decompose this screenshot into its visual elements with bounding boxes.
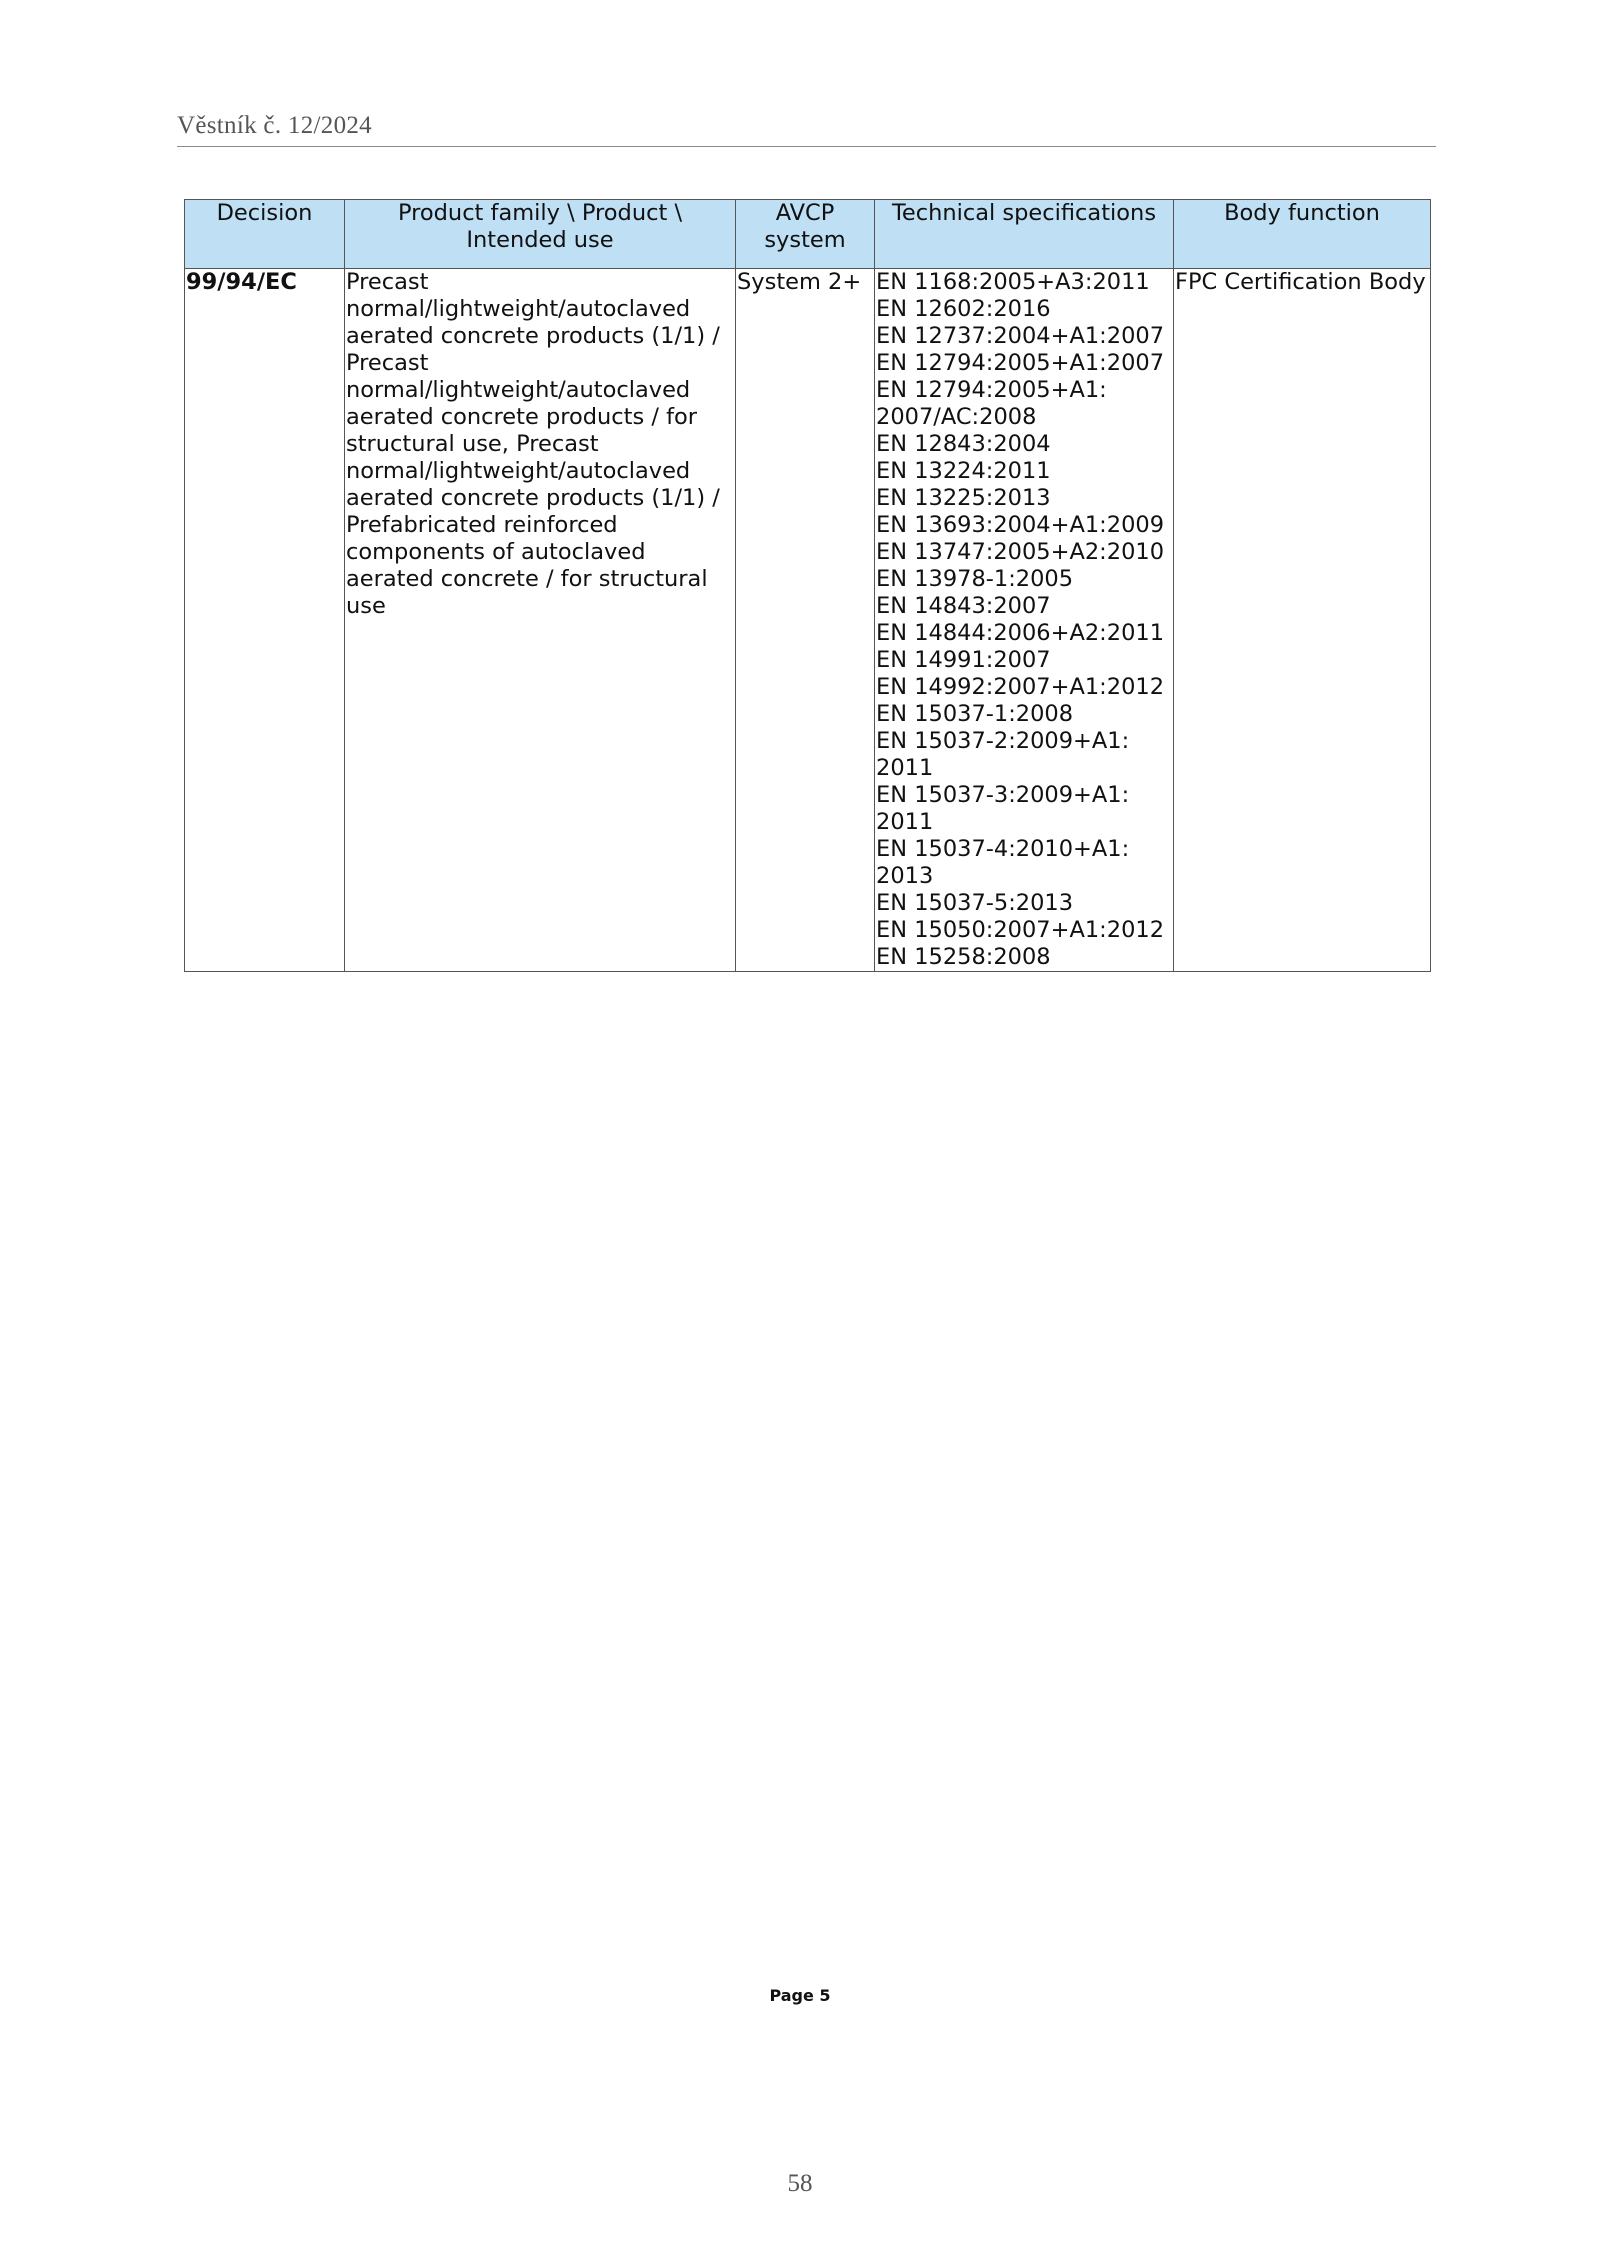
column-header-avcp: AVCP system [736, 200, 875, 269]
spec-line: EN 12794:2005+A1: 2007/AC:2008 [876, 377, 1107, 430]
spec-line: EN 15037-2:2009+A1: 2011 [876, 728, 1130, 781]
spec-line: EN 12737:2004+A1:2007 [876, 323, 1165, 349]
body-function-cell: FPC Certification Body [1174, 269, 1431, 972]
spec-line: EN 13978-1:2005 [876, 566, 1074, 592]
spec-line: EN 13747:2005+A2:2010 [876, 539, 1165, 565]
spec-line: EN 15050:2007+A1:2012 [876, 917, 1165, 943]
spec-line: EN 12843:2004 [876, 431, 1051, 457]
table-header-row [185, 200, 1431, 269]
product-cell: Precast normal/lightweight/autoclaved aerated concrete products (1/1) / Precast normal/lightweight/autoclaved aerated concrete products / for structural use, Precast normal/lightweight/autoclaved aerated concrete products (1/1) / Prefabricated reinforced components of autoclaved aerated concrete / for structural use [345, 269, 736, 972]
decision-cell: 99/94/EC [185, 269, 345, 972]
column-header-body-function: Body function [1174, 200, 1431, 269]
page-number: 58 [787, 2170, 813, 2197]
spec-line: EN 12602:2016 [876, 296, 1051, 322]
spec-line: EN 15037-3:2009+A1: 2011 [876, 782, 1130, 835]
spec-line: EN 13225:2013 [876, 485, 1051, 511]
running-header: Věstník č. 12/2024 [177, 112, 372, 139]
column-header-product: Product family \ Product \ Intended use [345, 200, 736, 269]
header-divider [177, 146, 1436, 147]
spec-line: EN 15258:2008 [876, 944, 1051, 970]
avcp-cell: System 2+ [736, 269, 875, 972]
spec-line: EN 13224:2011 [876, 458, 1051, 484]
spec-line: EN 12794:2005+A1:2007 [876, 350, 1165, 376]
page-label: Page 5 [769, 1986, 831, 2005]
column-header-decision: Decision [185, 200, 345, 269]
spec-line: EN 15037-5:2013 [876, 890, 1074, 916]
table-row [185, 269, 1431, 972]
spec-line: EN 14991:2007 [876, 647, 1051, 673]
spec-line: EN 15037-1:2008 [876, 701, 1074, 727]
spec-line: EN 14843:2007 [876, 593, 1051, 619]
column-header-technical-specifications: Technical specifications [875, 200, 1174, 269]
spec-line: EN 1168:2005+A3:2011 [876, 269, 1150, 295]
specification-table [184, 199, 1431, 972]
spec-line: EN 13693:2004+A1:2009 [876, 512, 1165, 538]
spec-line: EN 14844:2006+A2:2011 [876, 620, 1165, 646]
spec-line: EN 15037-4:2010+A1: 2013 [876, 836, 1130, 889]
technical-specifications-cell [875, 269, 1174, 972]
spec-line: EN 14992:2007+A1:2012 [876, 674, 1165, 700]
